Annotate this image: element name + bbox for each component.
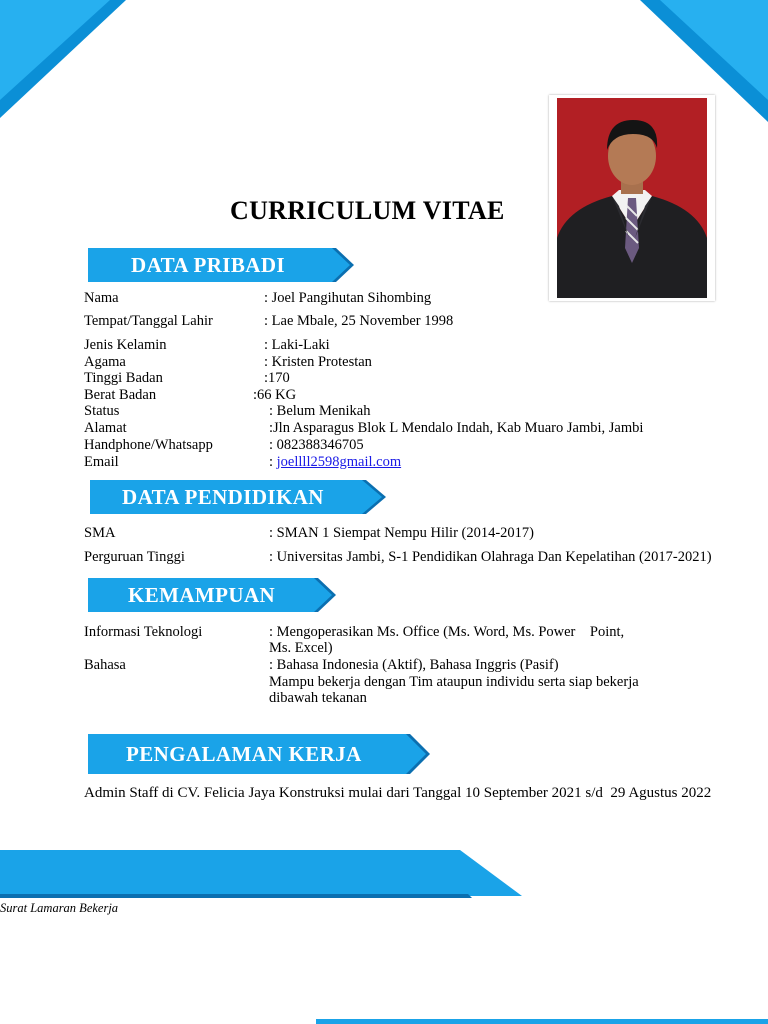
field-label: Agama	[84, 354, 126, 370]
section-banner-data-pendidikan	[90, 480, 388, 514]
field-label: Email	[84, 454, 119, 470]
email-colon: :	[269, 454, 277, 470]
profile-photo	[549, 95, 715, 301]
page-title: CURRICULUM VITAE	[230, 196, 505, 225]
bottom-blue-band-decoration	[0, 848, 526, 900]
field-label: Alamat	[84, 420, 127, 436]
field-label: Tempat/Tanggal Lahir	[84, 313, 213, 329]
field-value: Ms. Excel)	[269, 640, 333, 656]
section-title-pengalaman-kerja: PENGALAMAN KERJA	[126, 742, 362, 766]
section-banner-pengalaman-kerja	[88, 734, 432, 774]
field-label: SMA	[84, 525, 116, 541]
field-label: Perguruan Tinggi	[84, 549, 185, 565]
field-value: Mampu bekerja dengan Tim ataupun individu serta siap bekerja	[269, 674, 639, 690]
field-label: Nama	[84, 290, 119, 306]
field-label: Tinggi Badan	[84, 370, 163, 386]
field-label: Jenis Kelamin	[84, 337, 167, 353]
field-label: Status	[84, 403, 120, 419]
field-label: Informasi Teknologi	[84, 624, 203, 640]
footer-caption: Surat Lamaran Bekerja	[0, 901, 119, 915]
field-value: :170	[264, 370, 290, 386]
section-banner-data-pribadi	[88, 248, 356, 282]
field-value: dibawah tekanan	[269, 690, 367, 706]
field-value: : Universitas Jambi, S-1 Pendidikan Olahraga Dan Kepelatihan (2017-2021)	[269, 549, 712, 565]
experience-text: Admin Staff di CV. Felicia Jaya Konstruksi mulai dari Tanggal 10 September 2021 s/d 29 Agustus 2022	[84, 785, 712, 801]
field-value: : Mengoperasikan Ms. Office (Ms. Word, Ms. Power Point,	[269, 624, 625, 640]
section-title-data-pribadi: DATA PRIBADI	[131, 253, 285, 277]
field-value: : Laki-Laki	[264, 337, 330, 353]
field-value: : Kristen Protestan	[264, 354, 372, 370]
field-value: : Belum Menikah	[269, 403, 371, 419]
section-title-kemampuan: KEMAMPUAN	[128, 583, 276, 607]
field-value: : Joel Pangihutan Sihombing	[264, 290, 432, 306]
top-left-corner-decoration	[0, 0, 130, 125]
section-banner-kemampuan	[88, 578, 338, 612]
section-title-data-pendidikan: DATA PENDIDIKAN	[122, 485, 324, 509]
field-label: Berat Badan	[84, 387, 157, 403]
bottom-right-line-decoration	[316, 1019, 768, 1024]
field-value: : 082388346705	[269, 437, 364, 453]
field-value: : Bahasa Indonesia (Aktif), Bahasa Inggris (Pasif)	[269, 657, 559, 673]
field-value: : Lae Mbale, 25 November 1998	[264, 313, 454, 329]
field-value: : SMAN 1 Siempat Nempu Hilir (2014-2017)	[269, 525, 535, 541]
field-value: :Jln Asparagus Blok L Mendalo Indah, Kab Muaro Jambi, Jambi	[269, 420, 644, 436]
email-link[interactable]: joellll2598gmail.com	[276, 454, 402, 470]
field-label: Bahasa	[84, 657, 126, 673]
field-value: :66 KG	[253, 387, 297, 403]
person-photo-icon	[557, 98, 707, 298]
field-label: Handphone/Whatsapp	[84, 437, 213, 453]
